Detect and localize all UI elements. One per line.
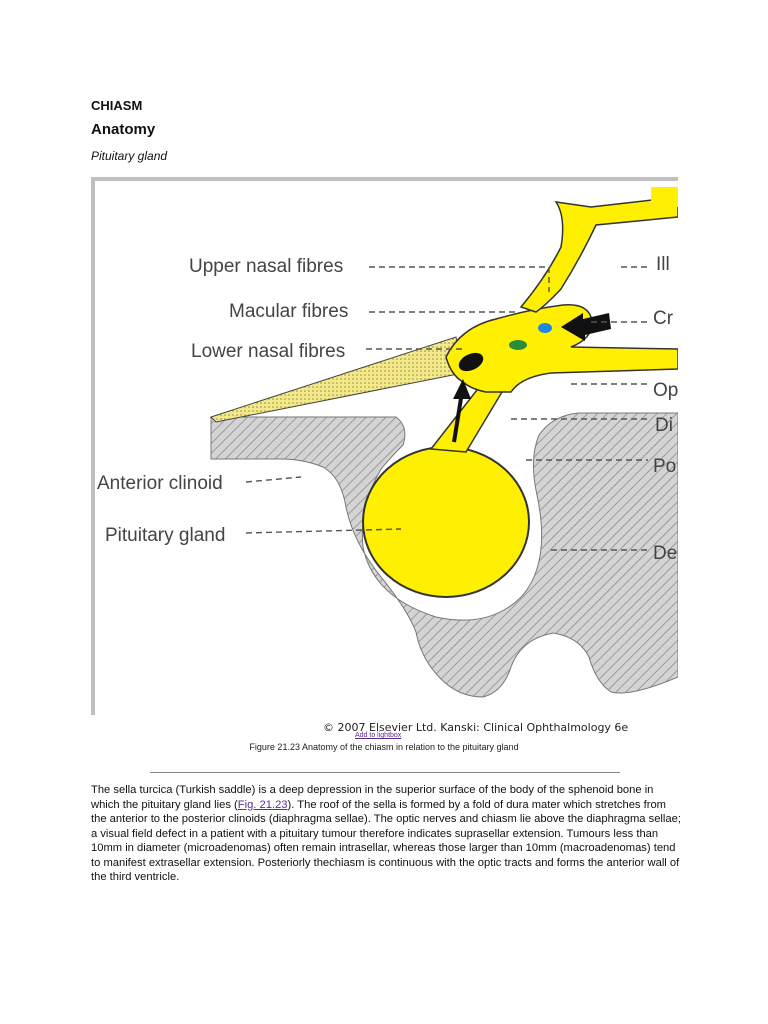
label-upper-nasal: Upper nasal fibres (189, 256, 344, 277)
right-edge-yellow (651, 187, 678, 207)
pituitary-gland-shape (363, 447, 529, 597)
upper-nasal-dot (538, 323, 552, 333)
figure-copyright: © 2007 Elsevier Ltd. Kanski: Clinical Ophthalmology 6e (323, 721, 629, 734)
label-right-5: Po (653, 456, 677, 477)
figure-top-border (91, 177, 678, 181)
body-text-part2: ). The roof of the sella is formed by a fold of dura mater which stretches from the anterior to the posterior clinoids (diaphragma sellae). The optic nerves and chiasm lie above the diaphragma sellae; a visual field defect in a patient with a pituitary tumour therefore indicates suprasellar extension. Tumours less than 10mm in diameter (microadenomas) often remain intrasellar, whereas those larger than 10mm (macroadenomas) tend to manifest extrasellar extension. Posteriorly thechiasm is continuous with the optic tracts and forms the anterior wall of the third ventricle. (91, 798, 681, 883)
body-text-part1: The sella turcica (Turkish saddle) is a deep depression in the superior surface of the body of the sphenoid bone in which the pituitary gland lies ( (91, 784, 654, 811)
page-heading: Anatomy (91, 121, 156, 138)
label-macular: Macular fibres (229, 301, 349, 322)
subheading: Pituitary gland (91, 149, 168, 163)
figure-link[interactable]: Fig. 21.23 (237, 798, 288, 811)
label-pituitary: Pituitary gland (105, 525, 226, 546)
label-right-6: De (653, 543, 678, 564)
figure-left-border (91, 177, 95, 715)
optic-chiasm (446, 305, 678, 392)
body-paragraph (91, 783, 681, 885)
macular-dot (509, 340, 527, 350)
label-right-3: Op (653, 380, 678, 401)
label-right-1: Ill (656, 254, 670, 275)
label-right-4: Di (655, 415, 673, 436)
figure-caption: Figure 21.23 Anatomy of the chiasm in relation to the pituitary gland (249, 742, 519, 752)
divider (150, 772, 620, 773)
section-title: CHIASM (91, 98, 143, 113)
add-to-lightbox-link[interactable]: Add to lightbox (355, 732, 402, 739)
label-anterior-clinoid: Anterior clinoid (97, 473, 223, 494)
optic-tract-upper (521, 197, 678, 312)
leader-anterior-clinoid (246, 477, 301, 482)
label-right-2: Cr (653, 308, 674, 329)
label-lower-nasal: Lower nasal fibres (191, 341, 346, 362)
chiasm-figure (91, 177, 678, 715)
